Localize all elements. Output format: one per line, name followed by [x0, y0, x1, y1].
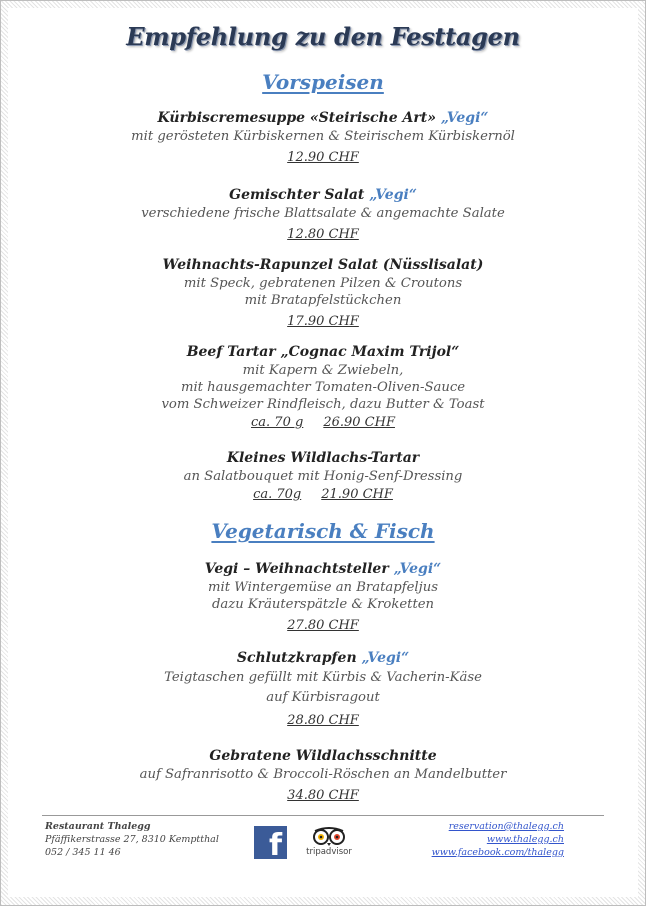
vegi-tag: „Vegi“ [369, 187, 417, 203]
dish-beef-tartar [0, 343, 646, 432]
footer-divider [42, 815, 604, 816]
dish-name: Kürbiscremesuppe «Steirische Art» [157, 110, 436, 126]
dish-price: 27.80 CHF [287, 618, 359, 633]
dish-price: 34.80 CHF [287, 788, 359, 803]
dish-name: Beef Tartar „Cognac Maxim Trijol“ [186, 344, 460, 360]
tripadvisor-owl-icon [311, 826, 347, 846]
dish-description: mit Bratapfelstückchen [244, 293, 402, 308]
tripadvisor-icon[interactable] [300, 826, 358, 862]
dish-description: mit hausgemachter Tomaten-Oliven-Sauce [180, 380, 466, 395]
dish-description: mit gerösteten Kürbiskernen & Steirischem Kürbiskernöl [131, 129, 515, 144]
dish-description: mit Kapern & Zwiebeln, [242, 363, 404, 378]
page-title: Empfehlung zu den Festtagen [126, 22, 520, 51]
dish-price: 12.90 CHF [287, 150, 359, 165]
dish-description: vom Schweizer Rindfleisch, dazu Butter & Toast [161, 397, 485, 412]
dish-wildlachs-tartar [0, 449, 646, 504]
section-heading-vegetarisch-fisch: Vegetarisch & Fisch [211, 519, 435, 543]
restaurant-address: Pfäffikerstrasse 27, 8310 Kemptthal [45, 834, 219, 845]
dish-rapunzel-salat [0, 256, 646, 331]
dish-price: 21.90 CHF [321, 487, 393, 502]
dish-description: an Salatbouquet mit Honig-Senf-Dressing [183, 469, 463, 484]
dish-weight: ca. 70g [253, 487, 302, 502]
dish-kuerbiscremesuppe [0, 109, 646, 167]
dish-vegi-weihnachtsteller [0, 560, 646, 635]
dish-description: dazu Kräuterspätzle & Kroketten [211, 597, 435, 612]
dish-description: verschiedene frische Blattsalate & angemachte Salate [141, 206, 505, 221]
email-link[interactable]: reservation@thalegg.ch [448, 821, 564, 832]
website-link[interactable]: www.thalegg.ch [486, 834, 564, 845]
dish-price: 26.90 CHF [323, 415, 395, 430]
section-heading-vorspeisen: Vorspeisen [262, 70, 384, 94]
dish-schlutzkrapfen [0, 649, 646, 730]
dish-price: 17.90 CHF [287, 314, 359, 329]
restaurant-name: Restaurant Thalegg [45, 821, 151, 832]
dish-name: Vegi – Weihnachtsteller [204, 561, 389, 577]
dish-description: auf Kürbisragout [266, 690, 380, 705]
vegi-tag: „Vegi“ [440, 110, 489, 126]
restaurant-phone: 052 / 345 11 46 [45, 847, 121, 858]
vegi-tag: „Vegi“ [361, 650, 410, 666]
facebook-icon[interactable]: f [254, 826, 287, 859]
tripadvisor-wordmark: tripadvisor [306, 847, 352, 857]
dish-name: Weihnachts-Rapunzel Salat (Nüsslisalat) [162, 257, 484, 273]
dish-name: Gemischter Salat [229, 187, 365, 203]
dish-name: Kleines Wildlachs-Tartar [226, 450, 420, 466]
dish-weight: ca. 70 g [251, 415, 304, 430]
dish-description: mit Speck, gebratenen Pilzen & Croutons [183, 276, 463, 291]
dish-price: 12.80 CHF [287, 227, 359, 242]
footer-address [45, 820, 219, 859]
dish-description: Teigtaschen gefüllt mit Kürbis & Vacherin-Käse [164, 670, 482, 685]
dish-name: Schlutzkrapfen [236, 650, 357, 666]
dish-wildlachsschnitte [0, 747, 646, 805]
dish-name: Gebratene Wildlachsschnitte [209, 748, 437, 764]
dish-description: auf Safranrisotto & Broccoli-Röschen an Mandelbutter [139, 767, 507, 782]
footer-links [432, 820, 564, 859]
dish-price: 28.80 CHF [287, 713, 359, 728]
dish-description: mit Wintergemüse an Bratapfeljus [208, 580, 438, 595]
vegi-tag: „Vegi“ [393, 561, 442, 577]
facebook-link[interactable]: www.facebook.com/thalegg [431, 847, 564, 858]
dish-gemischter-salat [0, 186, 646, 244]
